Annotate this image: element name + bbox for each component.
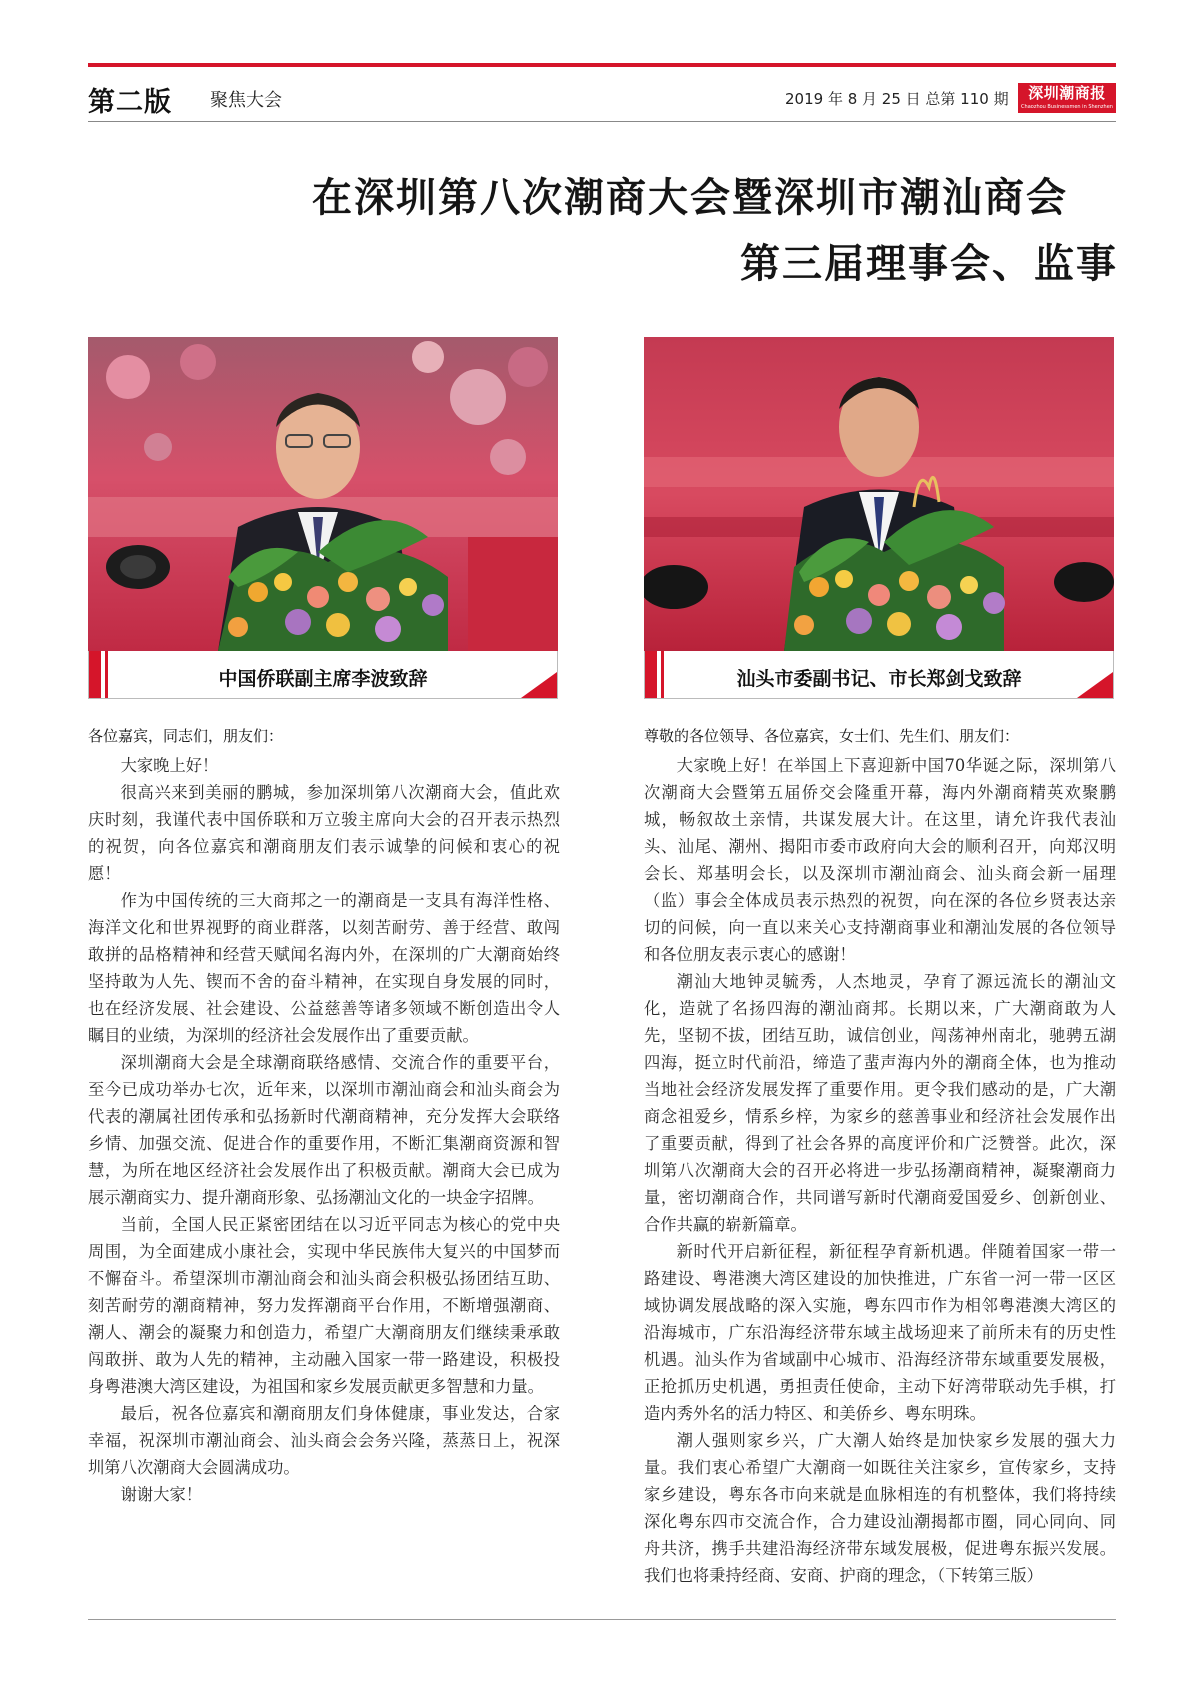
photo-speaker-right xyxy=(644,337,1114,651)
photo-caption-right xyxy=(644,651,1114,699)
article-right-paragraph: 潮人强则家乡兴，广大潮人始终是加快家乡发展的强大力量。我们衷心希望广大潮商一如既往关注家乡，宣传家乡，支持家乡建设，粤东各市向来就是血脉相连的有机整体，我们将持续深化粤东四市交流合作，合力建设汕潮揭都市圈，同心同向、同舟共济，携手共建沿海经济带东域发展极，促进粤东振兴发展。我们也将秉持经商、安商、护商的理念，（下转第三版） xyxy=(644,1431,1116,1585)
headline-line-2: 第三届理事会、监事 xyxy=(740,241,1118,287)
caption-corner-triangle xyxy=(1077,672,1113,698)
newspaper-logo xyxy=(1018,83,1116,113)
newspaper-logo-subtitle: Chaozhou Businessmen in Shenzhen xyxy=(1021,104,1113,110)
article-left-paragraph: 最后，祝各位嘉宾和潮商朋友们身体健康，事业发达，合家幸福，祝深圳市潮汕商会、汕头商会会务兴隆，蒸蒸日上，祝深圳第八次潮商大会圆满成功。 xyxy=(88,1404,560,1477)
article-right xyxy=(644,723,1116,1589)
header-divider xyxy=(88,121,1116,122)
caption-text-left: 中国侨联副主席李波致辞 xyxy=(218,668,428,690)
caption-corner-triangle xyxy=(521,672,557,698)
headline-line-1: 在深圳第八次潮商大会暨深圳市潮汕商会 xyxy=(312,175,1068,221)
footer-divider xyxy=(88,1619,1116,1620)
article-left-paragraph: 深圳潮商大会是全球潮商联络感情、交流合作的重要平台，至今已成功举办七次，近年来，以深圳市潮汕商会和汕头商会为代表的潮属社团传承和弘扬新时代潮商精神，充分发挥大会联络乡情、加强交流、促进合作的重要作用，不断汇集潮商资源和智慧，为所在地区经济社会发展作出了积极贡献。潮商大会已成为展示潮商实力、提升潮商形象、弘扬潮汕文化的一块金字招牌。 xyxy=(88,1053,560,1207)
article-left-paragraph: 作为中国传统的三大商邦之一的潮商是一支具有海洋性格、海洋文化和世界视野的商业群落，以刻苦耐劳、善于经营、敢闯敢拼的品格精神和经营天赋闻名海内外，在深圳的广大潮商始终坚持敢为人先、锲而不舍的奋斗精神，在实现自身发展的同时，也在经济发展、社会建设、公益慈善等诸多领域不断创造出令人瞩目的业绩，为深圳的经济社会发展作出了重要贡献。 xyxy=(88,891,560,1045)
photo-speaker-left xyxy=(88,337,558,651)
issue-date: 2019 年 8 月 25 日 总第 110 期 xyxy=(785,90,1009,108)
caption-text-right: 汕头市委副书记、市长郑剑戈致辞 xyxy=(736,668,1022,690)
newspaper-logo-name: 深圳潮商报 xyxy=(1028,84,1106,102)
article-left-salutation: 各位嘉宾，同志们，朋友们： xyxy=(88,727,284,745)
article-left-paragraph: 很高兴来到美丽的鹏城，参加深圳第八次潮商大会，值此欢庆时刻，我谨代表中国侨联和万立骏主席向大会的召开表示热烈的祝贺，向各位嘉宾和潮商朋友们表示诚挚的问候和衷心的祝愿！ xyxy=(88,783,560,883)
article-right-salutation: 尊敬的各位领导、各位嘉宾，女士们、先生们、朋友们： xyxy=(644,727,1020,745)
article-left-paragraph: 谢谢大家！ xyxy=(120,1485,203,1504)
article-left-paragraph: 当前，全国人民正紧密团结在以习近平同志为核心的党中央周围，为全面建成小康社会，实现中华民族伟大复兴的中国梦而不懈奋斗。希望深圳市潮汕商会和汕头商会积极弘扬团结互助、刻苦耐劳的潮商精神，努力发挥潮商平台作用，不断增强潮商、潮人、潮会的凝聚力和创造力，希望广大潮商朋友们继续秉承敢闯敢拼、敢为人先的精神，主动融入国家一带一路建设，积极投身粤港澳大湾区建设，为祖国和家乡发展贡献更多智慧和力量。 xyxy=(88,1215,560,1396)
article-left-paragraph: 大家晚上好！ xyxy=(120,756,219,775)
article-right-paragraph: 新时代开启新征程，新征程孕育新机遇。伴随着国家一带一路建设、粤港澳大湾区建设的加快推进，广东省一河一带一区区域协调发展战略的深入实施，粤东四市作为相邻粤港澳大湾区的沿海城市，广东沿海经济带东域主战场迎来了前所未有的历史性机遇。汕头作为省域副中心城市、沿海经济带东域重要发展极，正抢抓历史机遇，勇担责任使命，主动下好湾带联动先手棋，打造内秀外名的活力特区、和美侨乡、粤东明珠。 xyxy=(644,1242,1116,1423)
article-right-paragraph: 大家晚上好！在举国上下喜迎新中国70华诞之际，深圳第八次潮商大会暨第五届侨交会隆重开幕，海内外潮商精英欢聚鹏城，畅叙故土亲情，共谋发展大计。在这里，请允许我代表汕头、汕尾、潮州、揭阳市委市政府向大会的顺利召开，向郑汉明会长、郑基明会长，以及深圳市潮汕商会、汕头商会新一届理（监）事会全体成员表示热烈的祝贺，向在深的各位乡贤表达亲切的问候，向一直以来关心支持潮商事业和潮汕发展的各位领导和各位朋友表示衷心的感谢！ xyxy=(644,756,1116,964)
section-name: 第二版 xyxy=(88,87,172,118)
photo-caption-left xyxy=(88,651,558,699)
article-left xyxy=(88,723,560,1508)
article-right-paragraph: 潮汕大地钟灵毓秀，人杰地灵，孕育了源远流长的潮汕文化，造就了名扬四海的潮汕商邦。长期以来，广大潮商敢为人先，坚韧不拔，团结互助，诚信创业，闯荡神州南北，驰骋五湖四海，挺立时代前沿，缔造了蜚声海内外的潮商全体，也为推动当地社会经济发展发挥了重要作用。更令我们感动的是，广大潮商念祖爱乡，情系乡梓，为家乡的慈善事业和经济社会发展作出了重要贡献，得到了社会各界的高度评价和广泛赞誉。此次，深圳第八次潮商大会的召开必将进一步弘扬潮商精神，凝聚潮商力量，密切潮商合作，共同谱写新时代潮商爱国爱乡、创新创业、合作共赢的崭新篇章。 xyxy=(644,972,1116,1234)
header-top-rule xyxy=(88,63,1116,67)
section-topic: 聚焦大会 xyxy=(210,90,282,111)
